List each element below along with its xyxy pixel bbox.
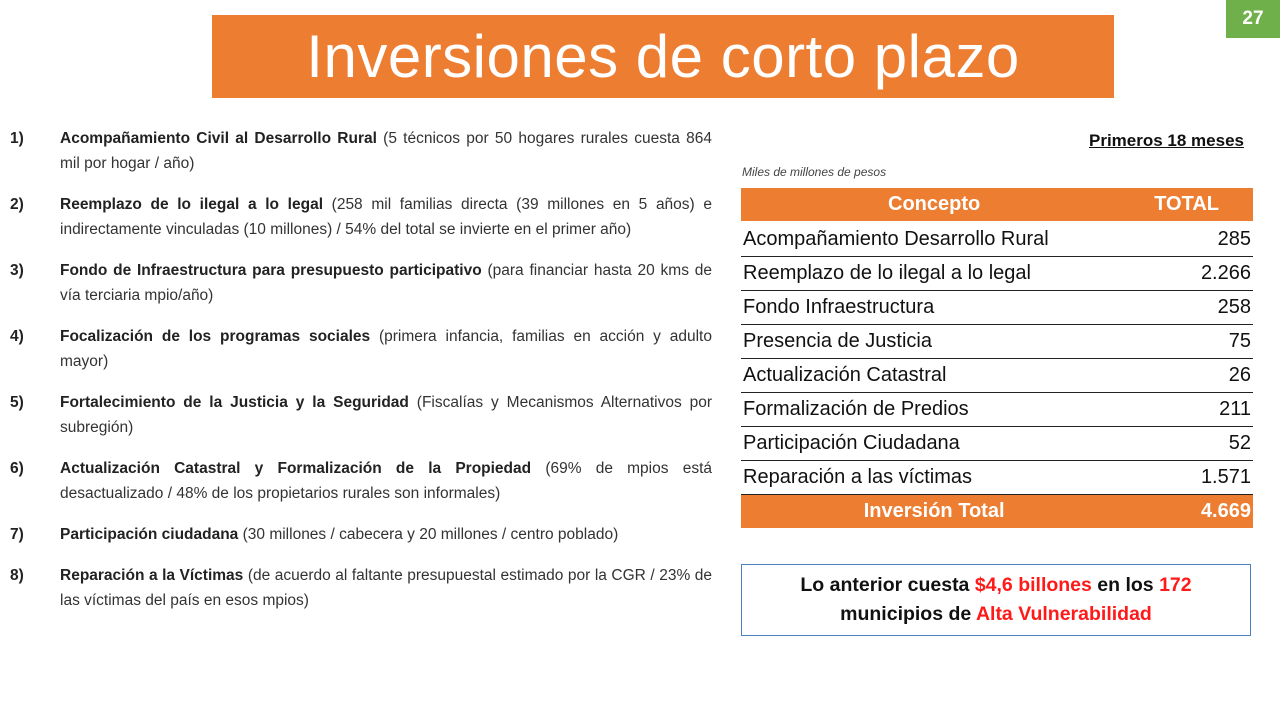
list-item	[10, 258, 712, 308]
summary-count: 172	[1159, 574, 1192, 596]
row-total: 258	[1127, 291, 1253, 325]
list-item	[10, 390, 712, 440]
table-total-row	[741, 495, 1253, 529]
table-row	[741, 222, 1253, 257]
item-number: 2)	[10, 196, 24, 213]
row-concept: Reemplazo de lo ilegal a lo legal	[741, 257, 1127, 291]
item-heading: Reemplazo de lo ilegal a lo legal	[60, 196, 323, 213]
item-detail: (258 mil familias directa (39 millones en 5 años) e indirectamente vinculadas (10 millones) / 54% del total se invierte en el primer año)	[60, 196, 712, 238]
row-concept: Actualización Catastral	[741, 359, 1127, 393]
item-detail: (69% de mpios está desactualizado / 48% de los propietarios rurales son informales)	[60, 460, 712, 502]
item-detail: (5 técnicos por 50 hogares rurales cuesta 864 mil por hogar / año)	[60, 130, 712, 172]
summary-part2: en los	[1091, 574, 1160, 596]
summary-category: Alta Vulnerabilidad	[975, 603, 1152, 625]
period-label: Primeros 18 meses	[1089, 131, 1244, 150]
item-heading: Reparación a la Víctimas	[60, 567, 244, 584]
row-total: 75	[1127, 325, 1253, 359]
table-row	[741, 427, 1253, 461]
item-number: 4)	[10, 328, 24, 345]
item-number: 1)	[10, 130, 24, 147]
item-heading: Fondo de Infraestructura para presupuesto participativo	[60, 262, 482, 279]
row-total: 285	[1127, 222, 1253, 257]
list-item	[10, 192, 712, 242]
table-row	[741, 359, 1253, 393]
item-heading: Actualización Catastral y Formalización de la Propiedad	[60, 460, 532, 477]
summary-amount: $4,6 billones	[974, 574, 1092, 596]
item-number: 6)	[10, 460, 24, 477]
total-label: Inversión Total	[741, 495, 1127, 529]
item-heading: Fortalecimiento de la Justicia y la Seguridad	[60, 394, 409, 411]
item-heading: Participación ciudadana	[60, 526, 239, 543]
row-total: 26	[1127, 359, 1253, 393]
list-item	[10, 563, 712, 613]
row-concept: Presencia de Justicia	[741, 325, 1127, 359]
list-item	[10, 522, 712, 547]
table-row	[741, 291, 1253, 325]
item-heading: Acompañamiento Civil al Desarrollo Rural	[60, 130, 377, 147]
table-row	[741, 393, 1253, 427]
row-concept: Fondo Infraestructura	[741, 291, 1127, 325]
header-total: TOTAL	[1127, 188, 1253, 222]
table-header-row	[741, 188, 1253, 222]
total-value: 4.669	[1127, 495, 1253, 529]
row-total: 1.571	[1127, 461, 1253, 495]
row-concept: Formalización de Predios	[741, 393, 1127, 427]
item-heading: Focalización de los programas sociales	[60, 328, 371, 345]
investment-table	[741, 188, 1253, 528]
row-concept: Acompañamiento Desarrollo Rural	[741, 222, 1127, 257]
initiatives-list	[10, 126, 712, 629]
item-number: 7)	[10, 526, 24, 543]
list-item	[10, 456, 712, 506]
list-item	[10, 126, 712, 176]
item-detail: (de acuerdo al faltante presupuestal estimado por la CGR / 23% de las víctimas del país en esos mpios)	[60, 567, 712, 609]
item-detail: (para financiar hasta 20 kms de vía terciaria mpio/año)	[60, 262, 712, 304]
row-total: 52	[1127, 427, 1253, 461]
item-detail: (30 millones / cabecera y 20 millones / centro poblado)	[238, 526, 619, 543]
table-row	[741, 257, 1253, 291]
page-number-badge: 27	[1226, 0, 1280, 38]
row-total: 211	[1127, 393, 1253, 427]
units-note: Miles de millones de pesos	[742, 165, 887, 179]
item-number: 8)	[10, 567, 24, 584]
summary-part1: Lo anterior cuesta	[800, 574, 975, 596]
table-row	[741, 461, 1253, 495]
header-concept: Concepto	[741, 188, 1127, 222]
row-concept: Participación Ciudadana	[741, 427, 1127, 461]
list-item	[10, 324, 712, 374]
summary-text	[800, 571, 1191, 629]
item-number: 5)	[10, 394, 24, 411]
item-number: 3)	[10, 262, 24, 279]
slide-title: Inversiones de corto plazo	[212, 15, 1114, 98]
row-total: 2.266	[1127, 257, 1253, 291]
summary-box	[741, 564, 1251, 636]
table-row	[741, 325, 1253, 359]
item-detail: (primera infancia, familias en acción y adulto mayor)	[60, 328, 712, 370]
row-concept: Reparación a las víctimas	[741, 461, 1127, 495]
summary-part3: municipios de	[840, 603, 976, 625]
item-detail: (Fiscalías y Mecanismos Alternativos por subregión)	[60, 394, 713, 436]
